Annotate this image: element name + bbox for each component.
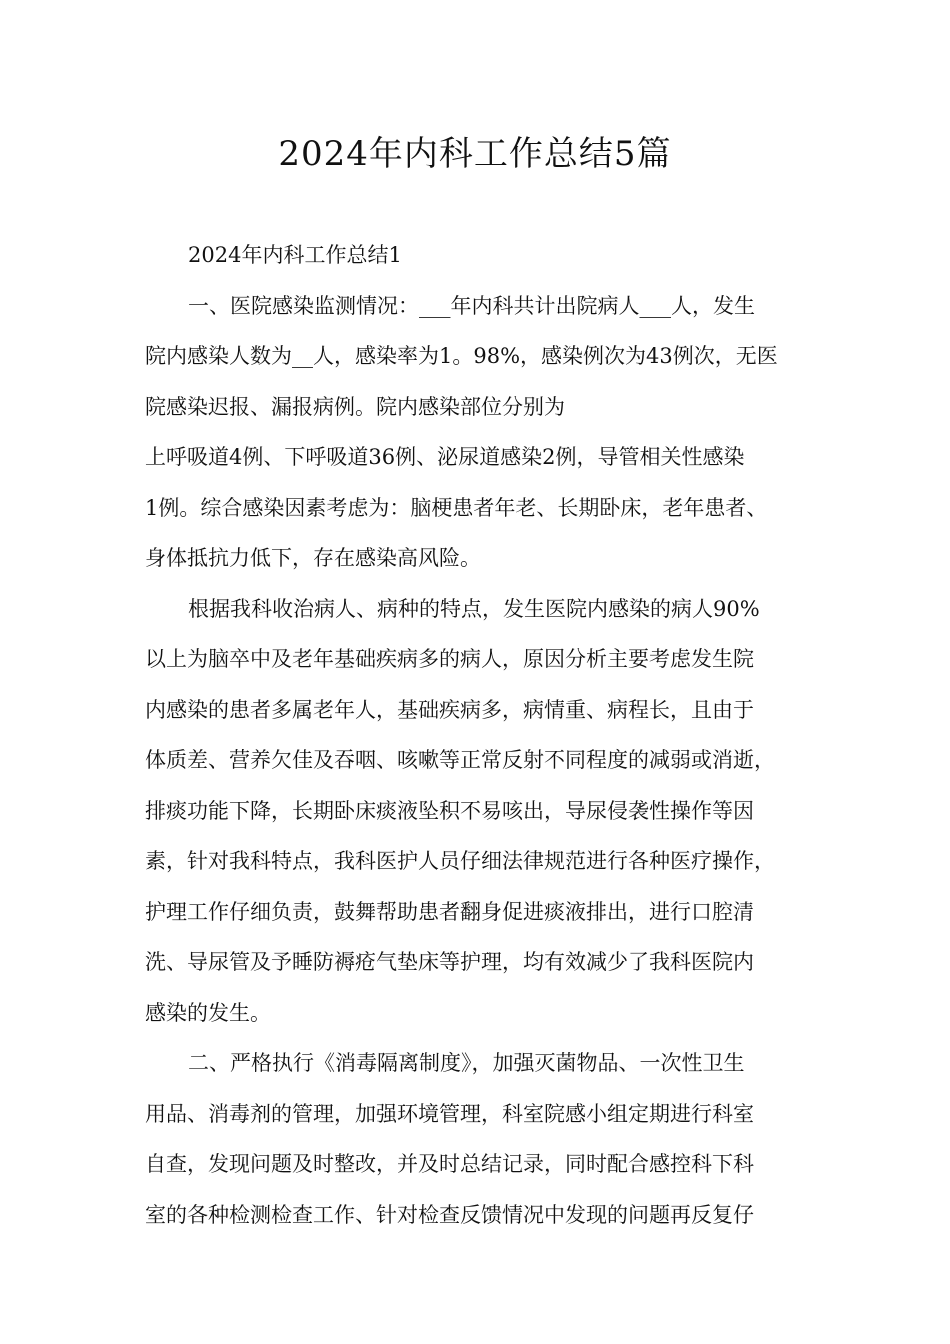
text-line: 1例。综合感染因素考虑为：脑梗患者年老、长期卧床，老年患者、 [145,495,768,520]
text-line: 洗、导尿管及予睡防褥疮气垫床等护理，均有效减少了我科医院内 [145,950,754,974]
text-line: 护理工作仔细负责，鼓舞帮助患者翻身促进痰液排出，进行口腔清 [145,899,754,924]
text-line: 院感染迟报、漏报病例。院内感染部位分别为 [145,394,565,419]
text-line: 体质差、营养欠佳及吞咽、咳嗽等正常反射不同程度的减弱或消逝， [145,748,775,772]
text-line: 根据我科收治病人、病种的特点，发生医院内感染的病人90% [188,596,760,621]
text-line: 二、严格执行《消毒隔离制度》，加强灭菌物品、一次性卫生 [188,1051,745,1075]
text-line: 内感染的患者多属老年人，基础疾病多，病情重、病程长，且由于 [145,697,754,722]
document-body [145,230,817,1240]
text-line: 排痰功能下降，长期卧床痰液坠积不易咳出，导尿侵袭性操作等因 [145,798,754,823]
text-line: 以上为脑卒中及老年基础疾病多的病人，原因分析主要考虑发生院 [145,647,754,671]
text-line: 自查，发现问题及时整改，并及时总结记录，同时配合感控科下科 [145,1152,754,1176]
text-line: 身体抵抗力低下，存在感染高风险。 [145,546,481,570]
text-line: 用品、消毒剂的管理，加强环境管理，科室院感小组定期进行科室 [145,1101,754,1126]
text-line: 素，针对我科特点，我科医护人员仔细法律规范进行各种医疗操作， [145,849,775,873]
text-line: 室的各种检测检查工作、针对检查反馈情况中发现的问题再反复仔 [145,1202,754,1227]
text-line: 2024年内科工作总结1 [188,243,402,267]
text-line: 上呼吸道4例、下呼吸道36例、泌尿道感染2例，导管相关性感染 [145,445,745,469]
text-line: 院内感染人数为__人，感染率为1。98%，感染例次为43例次，无医 [145,344,778,368]
text-line: 感染的发生。 [145,1000,271,1025]
text-line: 一、医院感染监测情况：___年内科共计出院病人___人，发生 [188,293,755,318]
document-title: 2024年内科工作总结5篇 [278,134,672,174]
